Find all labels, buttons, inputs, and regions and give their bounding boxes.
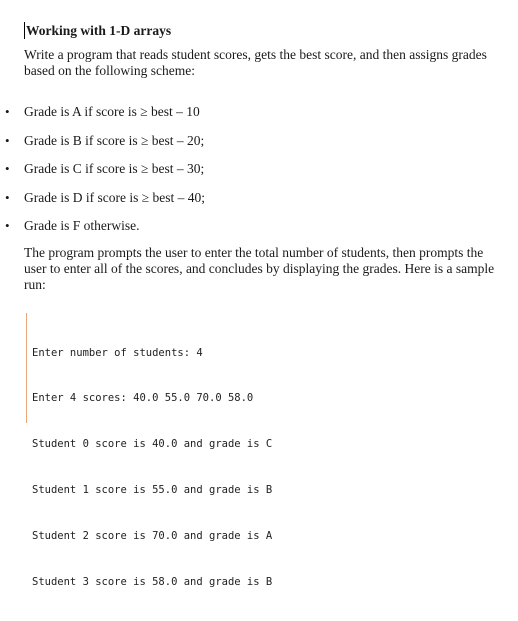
grade-rule: Grade is C if score is ≥ best – 30; bbox=[24, 161, 205, 176]
sample-run-line: Student 1 score is 55.0 and grade is B bbox=[32, 484, 273, 497]
sample-run-line: Enter 4 scores: 40.0 55.0 70.0 58.0 bbox=[32, 392, 254, 405]
grade-rule: Grade is B if score is ≥ best – 20; bbox=[24, 132, 205, 148]
bullet-icon: • bbox=[5, 132, 10, 148]
bullet-icon: • bbox=[5, 189, 10, 205]
sample-run-line: Enter number of students: 4 bbox=[32, 346, 203, 359]
description-paragraph: The program prompts the user to enter the total number of students, then prompts the user to enter all of the scores, and concludes by displaying the grades. Here is a sample run: bbox=[24, 245, 495, 292]
sample-run-output bbox=[32, 315, 272, 621]
sample-run-line: Student 3 score is 58.0 and grade is B bbox=[32, 576, 273, 589]
bullet-icon: • bbox=[5, 218, 10, 233]
sample-run-line: Student 2 score is 70.0 and grade is A bbox=[32, 530, 273, 543]
bullet-icon: • bbox=[5, 161, 10, 176]
bullet-icon: • bbox=[5, 104, 10, 119]
grade-rule: Grade is F otherwise. bbox=[24, 218, 140, 233]
text-cursor bbox=[24, 22, 25, 39]
intro-paragraph: Write a program that reads student scores, gets the best score, and then assigns grades based on the following scheme: bbox=[24, 47, 487, 78]
grade-rule: Grade is D if score is ≥ best – 40; bbox=[24, 189, 205, 205]
sample-run-border bbox=[26, 313, 27, 423]
section-heading: Working with 1-D arrays bbox=[26, 23, 172, 38]
sample-run-line: Student 0 score is 40.0 and grade is C bbox=[32, 438, 273, 451]
grade-rule: Grade is A if score is ≥ best – 10 bbox=[24, 104, 200, 119]
